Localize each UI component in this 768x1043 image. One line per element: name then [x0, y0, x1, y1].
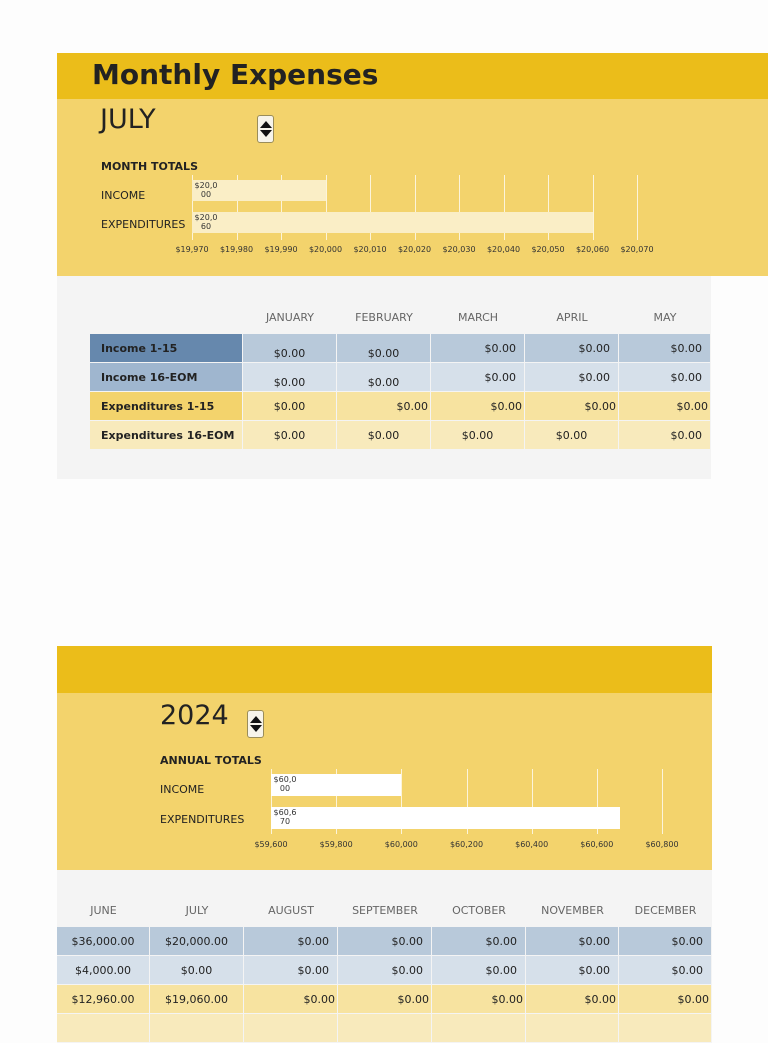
table-corner: [90, 300, 243, 334]
x-tick-label: $20,030: [442, 245, 476, 254]
table-cell[interactable]: [526, 1014, 619, 1043]
column-header: JULY: [185, 903, 209, 917]
table-row: [57, 1014, 712, 1043]
table-cell[interactable]: $0.00: [337, 421, 431, 450]
row-label: Income 16-EOM: [90, 363, 243, 392]
table-cell[interactable]: $0.00: [243, 421, 337, 450]
table-cell[interactable]: $12,960.00: [57, 985, 150, 1014]
table-cell[interactable]: [619, 1014, 712, 1043]
gridline: [593, 175, 594, 240]
arrow-up-icon[interactable]: [260, 121, 272, 128]
table-cell[interactable]: $0.00: [526, 956, 619, 985]
x-tick-label: $60,000: [384, 840, 418, 849]
bar-expenditures: [192, 212, 593, 233]
table-cell[interactable]: [338, 1014, 432, 1043]
x-tick-label: $19,970: [175, 245, 209, 254]
column-header: JUNE: [90, 903, 117, 917]
table-cell[interactable]: $0.00: [619, 334, 711, 363]
table-cell[interactable]: $0.00: [431, 334, 525, 363]
table-cell[interactable]: $0.00: [525, 363, 619, 392]
x-tick-label: $20,000: [308, 245, 343, 254]
table-cell[interactable]: $0.00: [526, 985, 619, 1014]
arrow-up-icon[interactable]: [250, 716, 262, 723]
bar-data-label: $20,0 00: [194, 181, 218, 199]
table-cell[interactable]: $0.00: [431, 363, 525, 392]
x-tick-label: $60,400: [515, 840, 549, 849]
table-cell[interactable]: $0.00: [337, 392, 431, 421]
x-tick-label: $20,070: [620, 245, 654, 254]
table-cell[interactable]: [244, 1014, 338, 1043]
x-tick-label: $60,200: [449, 840, 484, 849]
annual-totals-heading: ANNUAL TOTALS: [160, 754, 262, 767]
table-cell[interactable]: $0.00: [432, 985, 526, 1014]
column-header: MARCH: [457, 310, 499, 324]
annual-header-band: [57, 646, 712, 693]
bar-data-label: $20,0 60: [194, 213, 218, 231]
x-tick-label: $20,060: [575, 245, 610, 254]
x-tick-label: $20,020: [397, 245, 432, 254]
month-spinner[interactable]: [257, 115, 274, 143]
x-tick-label: $60,800: [645, 840, 679, 849]
column-header: SEPTEMBER: [352, 903, 418, 917]
table-cell[interactable]: $0.00: [525, 334, 619, 363]
column-header: JANUARY: [265, 310, 315, 324]
year-spinner[interactable]: [247, 710, 264, 738]
x-tick-label: $20,040: [486, 245, 521, 254]
table-cell[interactable]: $0.00: [619, 392, 711, 421]
gridline: [637, 175, 638, 240]
table-cell[interactable]: $0.00: [432, 956, 526, 985]
table-row: [57, 985, 712, 1014]
table-row: [57, 956, 712, 985]
table-cell[interactable]: $36,000.00: [57, 927, 150, 956]
bar-expenditures: [271, 807, 620, 829]
table-cell[interactable]: [150, 1014, 244, 1043]
column-header: MAY: [653, 310, 677, 324]
annual-income-label: INCOME: [160, 783, 205, 796]
table-row: [90, 363, 711, 392]
table-row: [90, 421, 711, 450]
gridline: [662, 769, 663, 834]
table-cell[interactable]: $0.00: [525, 392, 619, 421]
table-cell[interactable]: [432, 1014, 526, 1043]
table-cell[interactable]: $0.00: [431, 392, 525, 421]
table-row: [90, 392, 711, 421]
month-income-label: INCOME: [101, 189, 146, 202]
table-cell[interactable]: $0.00: [243, 334, 337, 363]
table-cell[interactable]: $0.00: [337, 334, 431, 363]
table-cell[interactable]: $0.00: [337, 363, 431, 392]
row-label: Expenditures 16-EOM: [90, 421, 243, 450]
table-cell[interactable]: $0.00: [338, 927, 432, 956]
annual-table-wrap: [57, 893, 712, 1043]
month-totals-heading: MONTH TOTALS: [101, 160, 198, 173]
month-table-wrap: [90, 300, 711, 450]
table-row: [57, 927, 712, 956]
table-cell[interactable]: $0.00: [431, 421, 525, 450]
table-cell[interactable]: $0.00: [338, 956, 432, 985]
table-cell[interactable]: $0.00: [243, 363, 337, 392]
table-cell[interactable]: $0.00: [244, 985, 338, 1014]
bar-data-label: $60,0 00: [273, 775, 297, 793]
arrow-down-icon[interactable]: [250, 725, 262, 732]
arrow-down-icon[interactable]: [260, 130, 272, 137]
x-tick-label: $59,600: [254, 840, 288, 849]
table-cell[interactable]: $0.00: [243, 392, 337, 421]
annual-table: [57, 893, 712, 1043]
page-title: Monthly Expenses: [92, 58, 379, 91]
month-table: [90, 300, 711, 450]
table-cell[interactable]: $20,000.00: [150, 927, 244, 956]
column-header: APRIL: [556, 310, 588, 324]
table-cell[interactable]: $4,000.00: [57, 956, 150, 985]
table-cell[interactable]: $19,060.00: [150, 985, 244, 1014]
year-value: 2024: [160, 700, 229, 731]
x-tick-label: $19,980: [219, 245, 254, 254]
table-cell[interactable]: $0.00: [619, 985, 712, 1014]
table-cell[interactable]: $0.00: [525, 421, 619, 450]
x-tick-label: $19,990: [264, 245, 298, 254]
table-cell[interactable]: $0.00: [432, 927, 526, 956]
table-cell[interactable]: $0.00: [619, 927, 712, 956]
month-expenditures-label: EXPENDITURES: [101, 218, 186, 231]
x-tick-label: $20,050: [531, 245, 565, 254]
table-cell[interactable]: $0.00: [619, 363, 711, 392]
table-cell[interactable]: $0.00: [150, 956, 244, 985]
x-tick-label: $20,010: [353, 245, 387, 254]
row-label: Income 1-15: [90, 334, 243, 363]
annual-expenditures-label: EXPENDITURES: [160, 813, 245, 826]
column-header: DECEMBER: [634, 903, 697, 917]
table-cell[interactable]: $0.00: [619, 956, 712, 985]
month-value: JULY: [100, 104, 156, 135]
table-cell[interactable]: $0.00: [244, 956, 338, 985]
table-cell[interactable]: [57, 1014, 150, 1043]
column-header: NOVEMBER: [541, 903, 604, 917]
row-label: Expenditures 1-15: [90, 392, 243, 421]
table-row: [90, 334, 711, 363]
table-cell[interactable]: $0.00: [619, 421, 711, 450]
table-cell[interactable]: $0.00: [338, 985, 432, 1014]
column-header: OCTOBER: [452, 903, 506, 917]
x-tick-label: $60,600: [580, 840, 614, 849]
column-header: FEBRUARY: [355, 310, 413, 324]
table-cell[interactable]: $0.00: [526, 927, 619, 956]
x-tick-label: $59,800: [319, 840, 353, 849]
column-header: AUGUST: [268, 903, 314, 917]
table-cell[interactable]: $0.00: [244, 927, 338, 956]
bar-data-label: $60,6 70: [273, 808, 297, 826]
